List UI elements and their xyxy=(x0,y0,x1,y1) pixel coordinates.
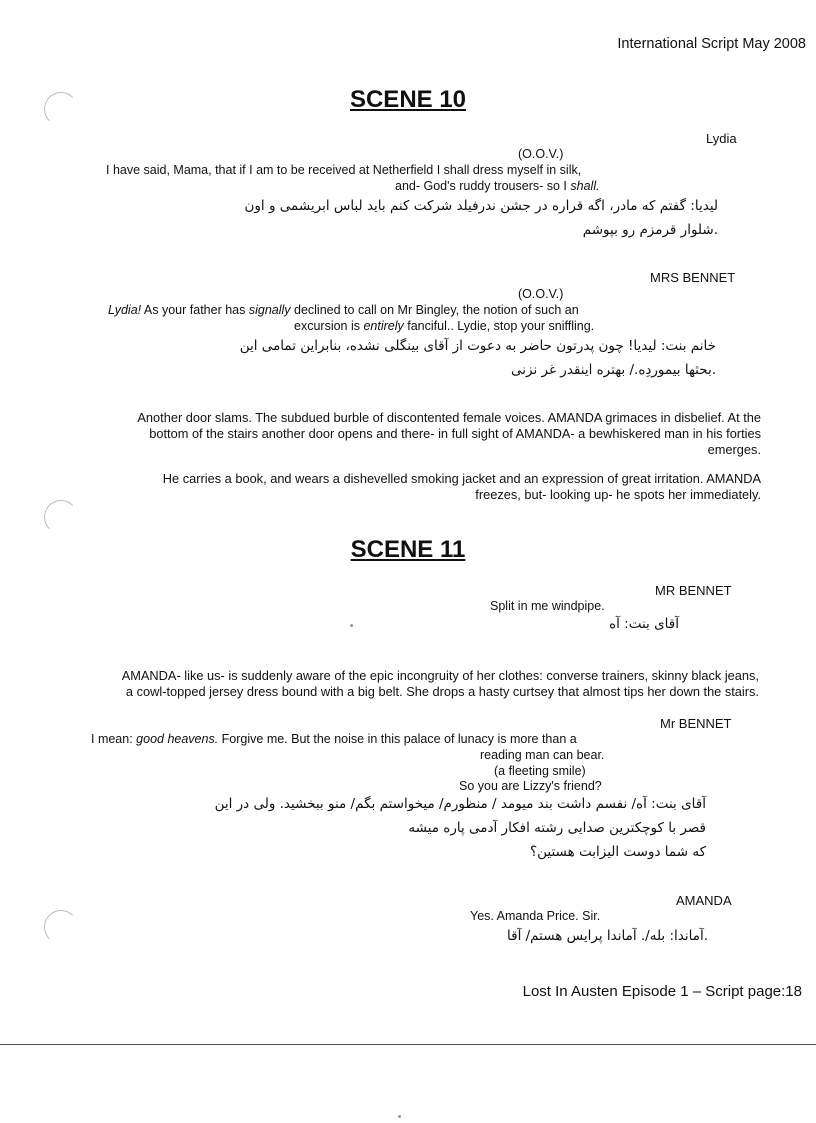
hole-punch-mark xyxy=(44,910,78,944)
scene-10-heading: SCENE 10 xyxy=(349,86,467,113)
persian-translation: آقای بنت: آه xyxy=(609,616,679,632)
dialogue-text: and- God's ruddy trousers- so I xyxy=(395,179,571,193)
persian-translation: .آماندا: بله/. آماندا پرایس هستم/ آقا xyxy=(507,928,708,944)
page-header: International Script May 2008 xyxy=(617,36,806,52)
parenthetical: (O.O.V.) xyxy=(518,147,564,161)
persian-translation: قصر با کوچکترین صدایی رشته افکار آدمی پاره میشه xyxy=(408,820,706,836)
hole-punch-mark xyxy=(44,500,78,534)
dialogue-text: fanciful.. Lydie, stop your sniffling. xyxy=(403,319,595,333)
dialogue-line: Yes. Amanda Price. Sir. xyxy=(470,909,601,923)
dialogue-emphasis: signally xyxy=(248,303,291,317)
character-mr-bennet: MR BENNET xyxy=(655,583,732,598)
dialogue-text: I mean: xyxy=(91,732,137,746)
action-line: a cowl-topped jersey dress bound with a big belt. She drops a hasty curtsey that almost tips her down the stairs. xyxy=(125,684,759,699)
dialogue-text: As your father has xyxy=(141,303,249,317)
dialogue-line xyxy=(395,178,600,194)
dialogue-line: I have said, Mama, that if I am to be received at Netherfield I shall dress myself in silk, xyxy=(106,163,582,177)
action-line: AMANDA- like us- is suddenly aware of the epic incongruity of her clothes: converse trainers, skinny black jeans, xyxy=(121,668,759,683)
dialogue-line xyxy=(91,731,577,747)
footer-rule xyxy=(0,1044,816,1045)
persian-translation: .بحثها بیموردِه./ بهتره اینقدر غر نزنی xyxy=(511,362,716,378)
action-line: He carries a book, and wears a dishevelled smoking jacket and an expression of great irritation. AMANDA xyxy=(162,471,761,486)
page-footer: Lost In Austen Episode 1 – Script page:18 xyxy=(522,983,802,1000)
character-amanda: AMANDA xyxy=(676,893,732,908)
parenthetical: (a fleeting smile) xyxy=(494,764,586,778)
scan-speck xyxy=(350,624,353,627)
action-paragraph xyxy=(61,410,761,458)
persian-translation: لیدیا: گفتم که مادر، اگه قراره در جشن ندرفیلد شرکت کنم باید لباس ابریشمی و اون xyxy=(244,198,718,214)
action-line: bottom of the stairs another door opens and there- in full sight of AMANDA- a bewhiskered man in his forties xyxy=(149,426,761,441)
dialogue-emphasis: shall. xyxy=(570,179,600,193)
dialogue-line xyxy=(108,302,579,318)
action-paragraph xyxy=(61,471,761,503)
dialogue-line: So you are Lizzy's friend? xyxy=(459,779,602,793)
persian-translation: .شلوار قرمزم رو بپوشم xyxy=(582,222,718,238)
persian-translation: آقای بنت: آه/ نفسم داشت بند میومد / منظورم/ میخواستم بگم/ منو ببخشید. ولی در این xyxy=(214,796,706,812)
dialogue-line: Split in me windpipe. xyxy=(490,599,605,613)
scene-11-heading: SCENE 11 xyxy=(350,536,466,563)
character-mr-bennet: Mr BENNET xyxy=(660,716,732,731)
dialogue-line: reading man can bear. xyxy=(480,748,605,762)
action-line: Another door slams. The subdued burble of discontented female voices. AMANDA grimaces in disbelief. At the xyxy=(137,410,761,425)
dialogue-emphasis: good heavens. xyxy=(136,732,219,746)
action-paragraph xyxy=(39,668,759,700)
character-lydia: Lydia xyxy=(706,131,737,146)
parenthetical: (O.O.V.) xyxy=(518,287,564,301)
persian-translation: خانم بنت: لیدیا! چون پدرتون حاضر به دعوت از آقای بینگلی نشده، بنابراین تمامی این xyxy=(239,338,716,354)
dialogue-text: excursion is xyxy=(294,319,364,333)
dialogue-text: Forgive me. But the noise in this palace of lunacy is more than a xyxy=(218,732,577,746)
dialogue-text: declined to call on Mr Bingley, the notion of such an xyxy=(290,303,579,317)
action-line: emerges. xyxy=(707,442,761,457)
dialogue-emphasis: entirely xyxy=(363,319,404,333)
character-mrs-bennet: MRS BENNET xyxy=(650,270,736,285)
persian-translation: که شما دوست الیزابت هستین؟ xyxy=(529,844,706,860)
dialogue-emphasis: Lydia! xyxy=(108,303,142,317)
dialogue-line xyxy=(294,318,594,334)
action-line: freezes, but- looking up- he spots her immediately. xyxy=(475,487,761,502)
scan-speck xyxy=(398,1115,401,1118)
